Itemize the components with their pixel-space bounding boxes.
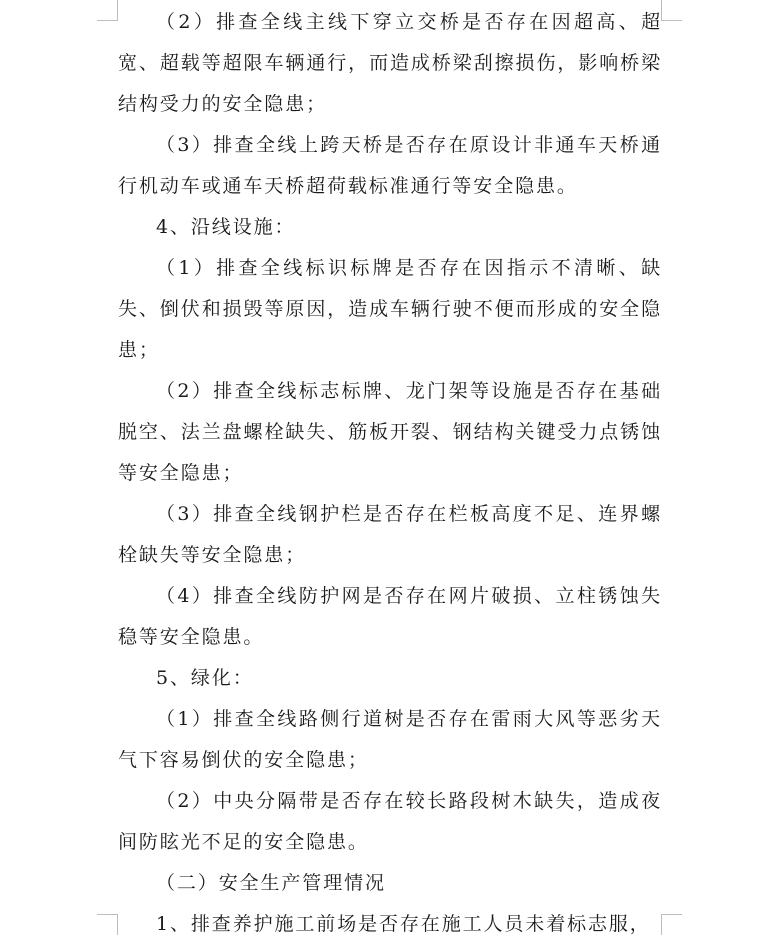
paragraph: （2）中央分隔带是否存在较长路段树木缺失，造成夜间防眩光不足的安全隐患。 <box>118 790 662 853</box>
paragraph: （3）排查全线上跨天桥是否存在原设计非通车天桥通行机动车或通车天桥超荷载标准通行等安全隐患。 <box>118 134 662 197</box>
page-corner-mark-bottom-left <box>97 914 118 935</box>
paragraph: 1、排查养护施工前场是否存在施工人员未着标志服， <box>156 913 651 935</box>
page-corner-mark-bottom-right <box>661 914 682 935</box>
page-corner-mark-top-left <box>97 0 118 21</box>
paragraph: （1）排查全线路侧行道树是否存在雷雨大风等恶劣天气下容易倒伏的安全隐患； <box>118 708 662 771</box>
paragraph: （2）排查全线主线下穿立交桥是否存在因超高、超宽、超载等超限车辆通行，而造成桥梁刮擦损伤，影响桥梁结构受力的安全隐患； <box>118 11 662 115</box>
paragraph: （1）排查全线标识标牌是否存在因指示不清晰、缺失、倒伏和损毁等原因，造成车辆行驶不便而形成的安全隐患； <box>118 257 662 361</box>
section-heading: 4、沿线设施： <box>156 216 296 238</box>
section-heading: （二）安全生产管理情况 <box>156 872 386 894</box>
page-corner-mark-top-right <box>661 0 682 21</box>
document-body <box>118 2 662 938</box>
paragraph: （4）排查全线防护网是否存在网片破损、立柱锈蚀失稳等安全隐患。 <box>118 585 662 648</box>
paragraph: （3）排查全线钢护栏是否存在栏板高度不足、连界螺栓缺失等安全隐患； <box>118 503 662 566</box>
section-heading: 5、绿化： <box>156 667 254 689</box>
paragraph: （2）排查全线标志标牌、龙门架等设施是否存在基础脱空、法兰盘螺栓缺失、筋板开裂、钢结构关键受力点锈蚀等安全隐患； <box>118 380 662 484</box>
